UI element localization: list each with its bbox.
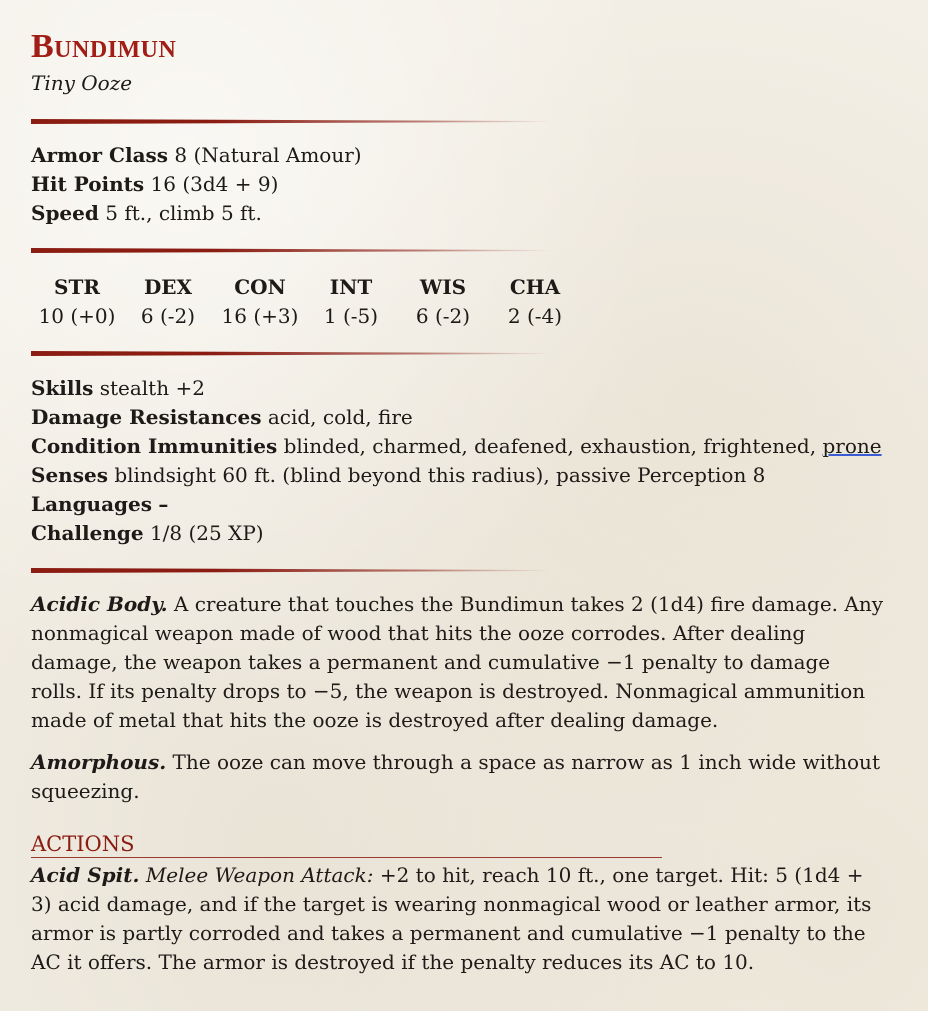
languages-value: – xyxy=(158,492,169,516)
trait-text: The ooze can move through a space as narrow as 1 inch wide without squeezing. xyxy=(31,750,880,803)
condition-immunities-line xyxy=(31,432,882,461)
hit-points-label: Hit Points xyxy=(31,172,145,196)
section-divider xyxy=(31,568,551,573)
speed-line xyxy=(31,199,262,228)
trait-amorphous xyxy=(31,748,887,806)
ability-wis xyxy=(397,273,489,331)
ability-score: 1 (-5) xyxy=(323,304,379,328)
section-divider xyxy=(31,119,551,124)
ability-name: CHA xyxy=(509,275,561,299)
section-divider xyxy=(31,351,551,356)
ability-scores xyxy=(31,273,581,335)
trait-title: Amorphous. xyxy=(31,750,167,774)
ability-name: CON xyxy=(234,275,286,299)
challenge-value: 1/8 (25 XP) xyxy=(149,521,264,545)
challenge-label: Challenge xyxy=(31,521,144,545)
ability-score: 16 (+3) xyxy=(221,304,299,328)
action-acid-spit xyxy=(31,861,887,977)
ability-str xyxy=(31,273,123,331)
damage-resistances-line xyxy=(31,403,413,432)
languages-label: Languages xyxy=(31,492,153,516)
languages-line xyxy=(31,490,168,519)
armor-class-value: 8 (Natural Amour) xyxy=(174,143,362,167)
ability-con xyxy=(214,273,306,331)
ability-dex xyxy=(122,273,214,331)
trait-acidic-body xyxy=(31,590,887,735)
damage-resistances-value: acid, cold, fire xyxy=(267,405,413,429)
ability-name: STR xyxy=(54,275,100,299)
hit-points-line xyxy=(31,170,278,199)
speed-value: 5 ft., climb 5 ft. xyxy=(105,201,262,225)
ability-score: 6 (-2) xyxy=(140,304,196,328)
ability-name: WIS xyxy=(419,275,467,299)
trait-text: A creature that touches the Bundimun takes 2 (1d4) fire damage. Any nonmagical weapon made of wood that hits the ooze corrodes. After dealing damage, the weapon takes a permanent and cumulative −1 penalty to damage rolls. If its penalty drops to −5, the weapon is destroyed. Nonmagical ammunition made of metal that hits the ooze is destroyed after dealing damage. xyxy=(31,592,884,732)
skills-label: Skills xyxy=(31,376,94,400)
action-attack-type: Melee Weapon Attack: xyxy=(145,863,374,887)
skills-line xyxy=(31,374,205,403)
actions-heading: ACTIONS xyxy=(31,831,662,858)
condition-prone: prone xyxy=(822,434,882,458)
ability-score: 2 (-4) xyxy=(507,304,563,328)
trait-title: Acidic Body. xyxy=(31,592,168,616)
action-text: +2 to hit, reach 10 ft., one target. Hit: 5 (1d4 + 3) acid damage, and if the target is wearing nonmagical wood or leather armor, its armor is partly corroded and takes a permanent and cumulative −1 penalty to the AC it offers. The armor is destroyed if the penalty reduces its AC to 10. xyxy=(31,863,872,974)
section-divider xyxy=(31,248,551,253)
armor-class-label: Armor Class xyxy=(31,143,169,167)
monster-name: Bundimun xyxy=(31,28,177,65)
ability-name: DEX xyxy=(143,275,193,299)
ability-cha xyxy=(489,273,581,331)
speed-label: Speed xyxy=(31,201,99,225)
ability-int xyxy=(305,273,397,331)
senses-value: blindsight 60 ft. (blind beyond this radius), passive Perception 8 xyxy=(114,463,766,487)
skills-value: stealth +2 xyxy=(99,376,205,400)
monster-type: Tiny Ooze xyxy=(31,71,133,95)
ability-score: 10 (+0) xyxy=(38,304,116,328)
senses-label: Senses xyxy=(31,463,108,487)
damage-resistances-label: Damage Resistances xyxy=(31,405,262,429)
action-title: Acid Spit. xyxy=(31,863,140,887)
armor-class-line xyxy=(31,141,362,170)
ability-score: 6 (-2) xyxy=(415,304,471,328)
hit-points-value: 16 (3d4 + 9) xyxy=(150,172,279,196)
challenge-line xyxy=(31,519,264,548)
senses-line xyxy=(31,461,765,490)
condition-immunities-value: blinded, charmed, deafened, exhaustion, frightened, xyxy=(283,434,817,458)
condition-immunities-label: Condition Immunities xyxy=(31,434,278,458)
ability-name: INT xyxy=(329,275,373,299)
